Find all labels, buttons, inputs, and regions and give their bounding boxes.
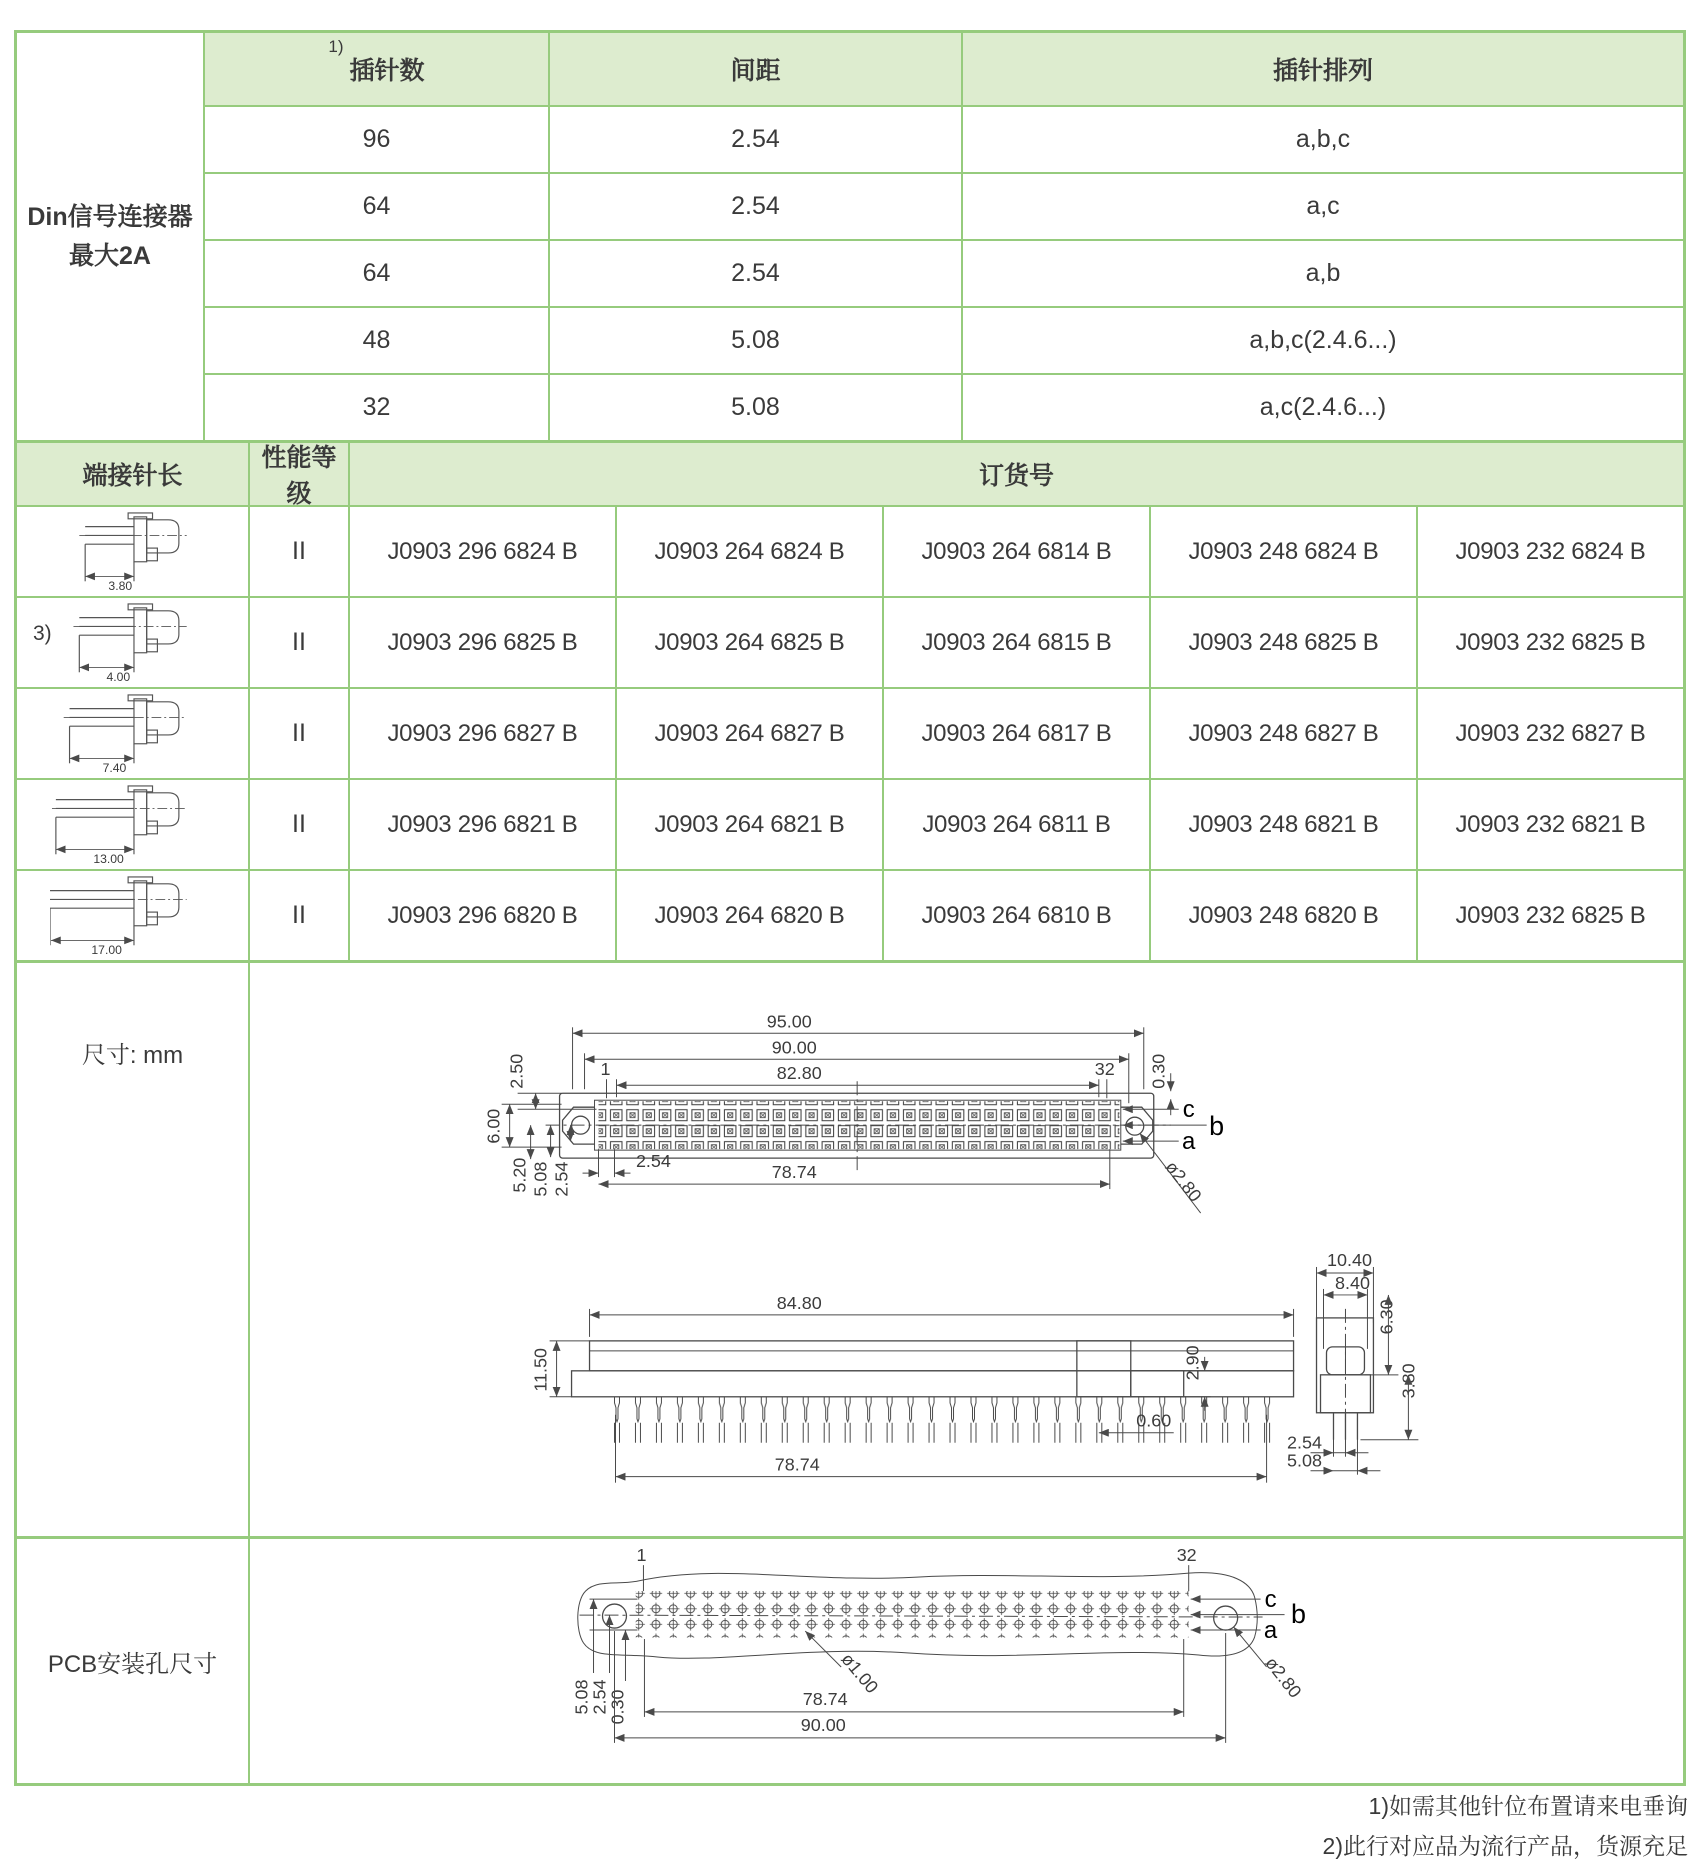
order-number-cell: J0903 248 6825 B — [1149, 596, 1416, 687]
svg-text:2.50: 2.50 — [506, 1053, 527, 1089]
pcb-label: PCB安装孔尺寸 — [47, 1650, 218, 1678]
grade-cell: II — [248, 687, 348, 778]
connector-side-icon — [50, 511, 216, 593]
order-number-cell: J0903 264 6815 B — [882, 596, 1149, 687]
svg-text:5.20: 5.20 — [509, 1157, 530, 1193]
svg-text:0.60: 0.60 — [1136, 1410, 1172, 1431]
order-number-cell: J0903 264 6824 B — [615, 505, 882, 596]
product-name: Din信号连接器 — [27, 202, 193, 231]
svg-text:2.54: 2.54 — [1287, 1432, 1323, 1453]
svg-text:84.80: 84.80 — [776, 1292, 822, 1313]
svg-text:95.00: 95.00 — [766, 1011, 812, 1032]
order-number-cell: J0903 296 6825 B — [348, 596, 615, 687]
svg-text:0.30: 0.30 — [1148, 1053, 1169, 1089]
svg-text:ø2.80: ø2.80 — [1261, 1653, 1306, 1702]
dimensions-label: 尺寸: mm — [81, 1042, 184, 1069]
order-number-cell: J0903 296 6827 B — [348, 687, 615, 778]
order-table-header — [17, 440, 1683, 508]
svg-text:2.54: 2.54 — [589, 1679, 610, 1715]
svg-text:1: 1 — [600, 1059, 611, 1080]
svg-text:b: b — [1209, 1111, 1225, 1142]
order-number-cell: J0903 296 6820 B — [348, 869, 615, 960]
grade-cell: II — [248, 869, 348, 960]
pin-length-cell — [17, 869, 248, 960]
pitch-cell: 5.08 — [548, 306, 961, 373]
order-number-cell: J0903 248 6820 B — [1149, 869, 1416, 960]
order-number-cell: J0903 264 6817 B — [882, 687, 1149, 778]
pin-length-cell — [17, 505, 248, 596]
order-number-cell: J0903 232 6827 B — [1416, 687, 1683, 778]
pin-length-cell — [17, 687, 248, 778]
pin-length-label: 13.00 — [92, 851, 124, 866]
svg-text:0.30: 0.30 — [607, 1689, 628, 1725]
footnote-ref-1: 1) — [328, 37, 344, 56]
arrangement-cell: a,c(2.4.6...) — [961, 373, 1683, 440]
svg-text:11.50: 11.50 — [530, 1348, 551, 1392]
svg-text:2.54: 2.54 — [551, 1161, 572, 1197]
svg-text:a: a — [1182, 1128, 1196, 1156]
arrangement-cell: a,b,c — [961, 105, 1683, 172]
pin-count-cell: 96 — [203, 105, 548, 172]
pin-length-label: 7.40 — [102, 760, 126, 775]
pin-length-cell — [17, 778, 248, 869]
svg-text:6.30: 6.30 — [1376, 1299, 1397, 1335]
datasheet-table — [14, 30, 1686, 1786]
order-number-cell: J0903 264 6814 B — [882, 505, 1149, 596]
svg-text:ø1.00: ø1.00 — [837, 1649, 883, 1698]
footnote-1: 1)如需其他针位布置请来电垂询 — [1368, 1793, 1688, 1819]
svg-text:90.00: 90.00 — [771, 1037, 817, 1058]
order-number-cell: J0903 264 6820 B — [615, 869, 882, 960]
col-header-order-no: 订货号 — [348, 443, 1683, 505]
svg-text:c: c — [1182, 1096, 1195, 1124]
pcb-section — [17, 1536, 1683, 1783]
product-rating: 最大2A — [69, 241, 151, 270]
end-view-drawing — [1287, 1250, 1418, 1475]
top-view-drawing — [484, 1011, 1225, 1213]
col-header-pin-count: 1) 插针数 — [203, 33, 548, 105]
order-number-cell: J0903 296 6824 B — [348, 505, 615, 596]
pcb-drawing-cell — [248, 1539, 1689, 1783]
order-number-cell: J0903 248 6827 B — [1149, 687, 1416, 778]
footnote-ref-3: 3) — [33, 622, 52, 645]
svg-text:78.74: 78.74 — [771, 1162, 817, 1183]
pin-count-cell: 32 — [203, 373, 548, 440]
order-number-cell: J0903 232 6825 B — [1416, 596, 1683, 687]
pin-length-cell — [17, 596, 248, 687]
connector-side-icon — [50, 693, 216, 775]
dimensions-drawing-cell — [248, 963, 1689, 1536]
order-number-cell: J0903 264 6811 B — [882, 778, 1149, 869]
footnotes — [1323, 1786, 1688, 1867]
connector-side-icon — [50, 784, 216, 866]
svg-text:ø2.80: ø2.80 — [1161, 1157, 1206, 1206]
col-header-arrangement: 插针排列 — [961, 33, 1683, 105]
pin-count-cell: 64 — [203, 172, 548, 239]
svg-text:c: c — [1264, 1586, 1277, 1614]
order-number-cell: J0903 264 6825 B — [615, 596, 882, 687]
side-view-drawing — [531, 1293, 1294, 1483]
svg-text:6.00: 6.00 — [483, 1108, 504, 1144]
col-header-pin-length: 端接针长 — [17, 443, 248, 505]
svg-text:8.40: 8.40 — [1334, 1272, 1370, 1293]
svg-text:10.40: 10.40 — [1326, 1249, 1372, 1270]
order-table-body — [17, 505, 1683, 960]
arrangement-cell: a,b,c(2.4.6...) — [961, 306, 1683, 373]
grade-cell: II — [248, 778, 348, 869]
svg-text:78.74: 78.74 — [774, 1454, 820, 1475]
order-number-cell: J0903 264 6821 B — [615, 778, 882, 869]
col-header-pitch: 间距 — [548, 33, 961, 105]
order-number-cell: J0903 232 6821 B — [1416, 778, 1683, 869]
order-number-cell: J0903 248 6821 B — [1149, 778, 1416, 869]
pin-count-cell: 48 — [203, 306, 548, 373]
svg-text:82.80: 82.80 — [776, 1063, 822, 1084]
spec-table — [17, 33, 1683, 440]
technical-drawing — [250, 963, 1689, 1536]
product-name-cell — [17, 33, 203, 440]
order-number-cell: J0903 232 6825 B — [1416, 869, 1683, 960]
svg-text:32: 32 — [1176, 1545, 1197, 1566]
svg-text:b: b — [1291, 1599, 1307, 1630]
order-number-cell: J0903 264 6827 B — [615, 687, 882, 778]
pitch-cell: 5.08 — [548, 373, 961, 440]
pitch-cell: 2.54 — [548, 172, 961, 239]
dimensions-section — [17, 960, 1683, 1536]
grade-cell: II — [248, 505, 348, 596]
svg-text:5.08: 5.08 — [530, 1161, 551, 1197]
svg-text:3.80: 3.80 — [1398, 1363, 1419, 1399]
pin-length-label: 3.80 — [107, 578, 132, 593]
order-number-cell: J0903 264 6810 B — [882, 869, 1149, 960]
arrangement-cell: a,c — [961, 172, 1683, 239]
pin-count-cell: 64 — [203, 239, 548, 306]
footnote-2: 2)此行对应品为流行产品，货源充足 — [1322, 1833, 1688, 1860]
connector-side-icon — [50, 602, 216, 684]
order-number-cell: J0903 248 6824 B — [1149, 505, 1416, 596]
connector-side-icon — [50, 875, 216, 957]
pin-length-label: 17.00 — [90, 942, 122, 957]
pitch-cell: 2.54 — [548, 239, 961, 306]
order-number-cell: J0903 232 6824 B — [1416, 505, 1683, 596]
svg-text:32: 32 — [1094, 1059, 1115, 1080]
pin-length-label: 4.00 — [105, 669, 130, 684]
pcb-drawing — [250, 1539, 1689, 1783]
grade-cell: II — [248, 596, 348, 687]
pitch-cell: 2.54 — [548, 105, 961, 172]
svg-text:1: 1 — [636, 1545, 647, 1566]
svg-text:5.08: 5.08 — [571, 1679, 592, 1715]
col-header-grade: 性能等级 — [248, 443, 348, 505]
svg-text:90.00: 90.00 — [800, 1714, 846, 1735]
svg-text:5.08: 5.08 — [1287, 1450, 1323, 1471]
order-number-cell: J0903 296 6821 B — [348, 778, 615, 869]
svg-text:a: a — [1263, 1617, 1278, 1645]
arrangement-cell: a,b — [961, 239, 1683, 306]
svg-text:2.54: 2.54 — [635, 1151, 671, 1172]
svg-text:2.90: 2.90 — [1182, 1345, 1203, 1381]
svg-text:78.74: 78.74 — [802, 1688, 848, 1709]
